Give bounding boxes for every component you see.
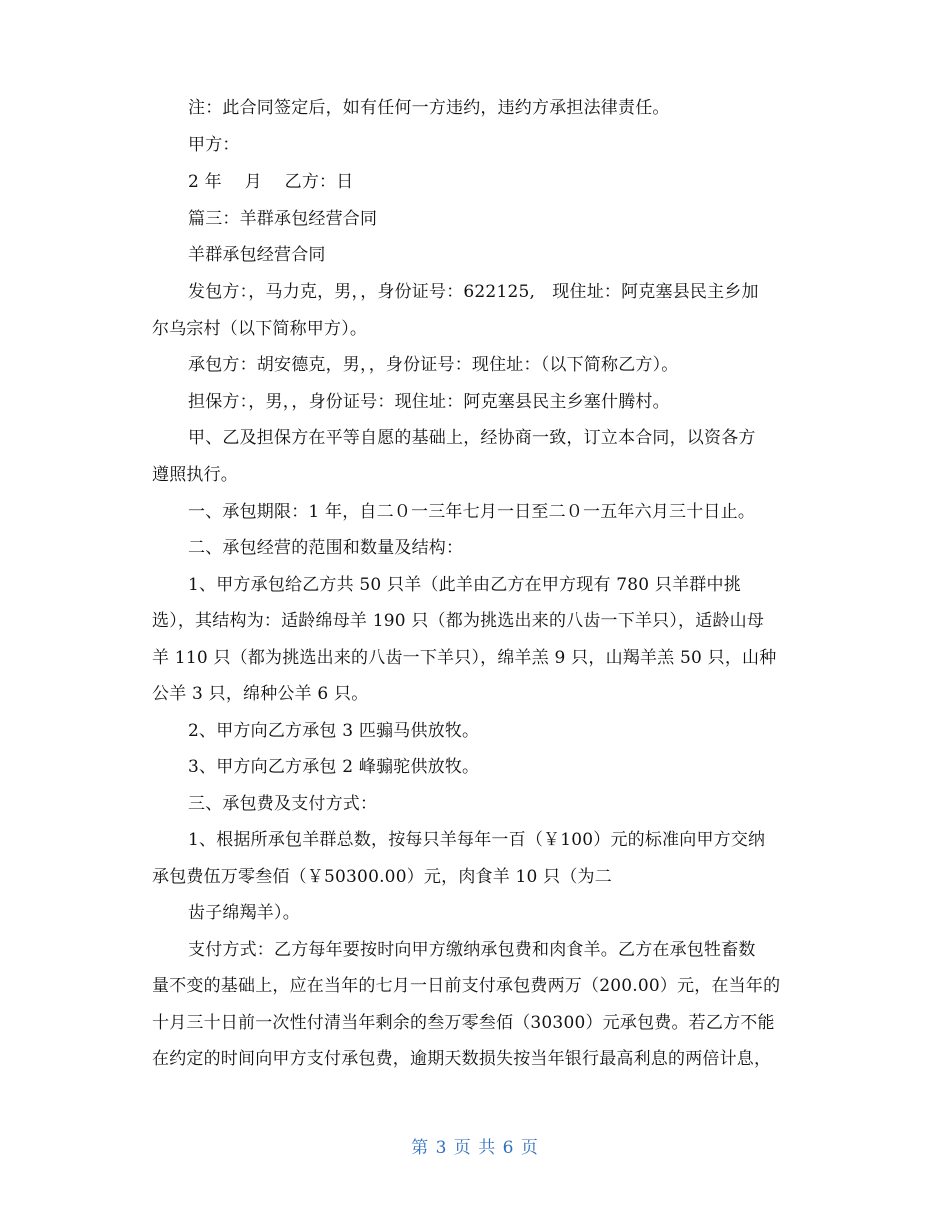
page-number-footer: 第 3 页 共 6 页 [411, 1138, 539, 1158]
text-line: 尔乌宗村（以下简称甲方）。 [152, 319, 368, 339]
text-line: 支付方式：乙方每年要按时向甲方缴纳承包费和肉食羊。乙方在承包牲畜数 [188, 940, 756, 960]
section-heading: 篇三：羊群承包经营合同 [188, 209, 378, 229]
text-line: 承包费伍万零叁佰（￥50300.00）元，肉食羊 10 只（为二 [152, 867, 612, 887]
text-line: 3、甲方向乙方承包 2 峰骟驼供放牧。 [188, 757, 480, 777]
text-line: 1、根据所承包羊群总数，按每只羊每年一百（￥100）元的标准向甲方交纳 [188, 830, 766, 850]
text-line: 发包方：，马力克，男，，身份证号：622125, 现住址：阿克塞县民主乡加 [188, 282, 759, 302]
text-line: 在约定的时间向甲方支付承包费，逾期天数损失按当年银行最高利息的两倍计息， [152, 1049, 772, 1069]
text-line: 三、承包费及支付方式： [188, 794, 378, 814]
text-line: 1、甲方承包给乙方共 50 只羊（此羊由乙方在甲方现有 780 只羊群中挑 [188, 575, 741, 595]
text-line: 遵照执行。 [152, 465, 238, 485]
text-line: 二、承包经营的范围和数量及结构： [188, 538, 464, 558]
text-line: 承包方：胡安德克，男，，身份证号：现住址：（以下简称乙方）。 [188, 355, 679, 375]
text-line: 公羊 3 只，绵种公羊 6 只。 [152, 684, 369, 704]
text-line: 量不变的基础上，应在当年的七月一日前支付承包费两万（200.00）元，在当年的 [152, 976, 781, 996]
text-line: 甲方： [188, 135, 240, 155]
text-line: 齿子绵羯羊）。 [188, 903, 300, 923]
text-line: 2 年 月 乙方：日 [188, 172, 354, 192]
text-line: 甲、乙及担保方在平等自愿的基础上，经协商一致，订立本合同，以资各方 [188, 428, 756, 448]
text-line: 2、甲方向乙方承包 3 匹骟马供放牧。 [188, 721, 480, 741]
text-line: 十月三十日前一次性付清当年剩余的叁万零叁佰（30300）元承包费。若乙方不能 [152, 1013, 775, 1033]
text-line: 一、承包期限：1 年，自二０一三年七月一日至二０一五年六月三十日止。 [188, 502, 756, 522]
text-line: 担保方：，男，，身份证号：现住址：阿克塞县民主乡塞什腾村。 [188, 392, 670, 412]
text-line: 注：此合同签定后，如有任何一方违约，违约方承担法律责任。 [188, 98, 670, 118]
text-line: 选），其结构为：适龄绵母羊 190 只（都为挑选出来的八齿一下羊只），适龄山母 [152, 611, 765, 631]
text-line: 羊 110 只（都为挑选出来的八齿一下羊只），绵羊羔 9 只，山羯羊羔 50 只，山种 [152, 648, 777, 668]
document-title: 羊群承包经营合同 [188, 245, 326, 265]
